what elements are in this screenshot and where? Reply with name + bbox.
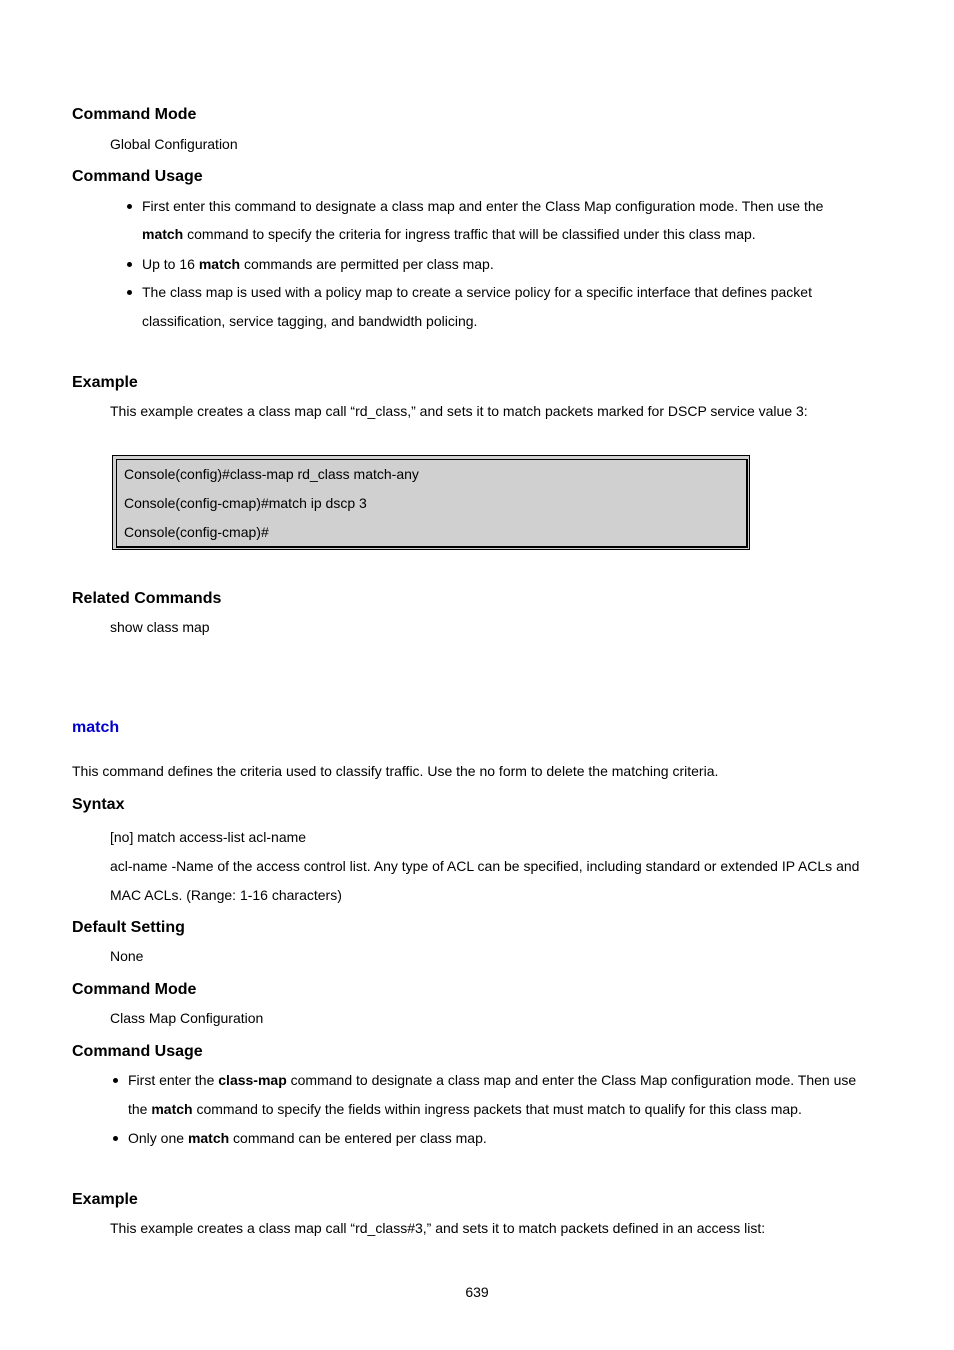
page-number: 639: [465, 1284, 489, 1300]
example-heading-2: Example: [72, 1191, 138, 1208]
command-mode-heading: Command Mode: [72, 106, 197, 123]
command-mode-heading-2: Command Mode: [72, 981, 197, 998]
syntax-line-3: MAC ACLs. (Range: 1-16 characters): [110, 887, 342, 903]
example-text-2: This example creates a class map call “rd_class#3,” and sets it to match packets defined in an access list:: [110, 1220, 766, 1236]
syntax-heading: Syntax: [72, 796, 125, 813]
related-commands-text: show class map: [110, 619, 210, 635]
command-usage-heading-2: Command Usage: [72, 1043, 203, 1060]
code-line-2: Console(config-cmap)#match ip dscp 3: [124, 495, 367, 511]
match-section-title[interactable]: match: [72, 719, 120, 736]
default-setting-heading: Default Setting: [72, 919, 185, 936]
bullet-icon: [127, 290, 132, 295]
usage-bullet-1-line1: First enter this command to designate a class map and enter the Class Map configuration mode. Then use the: [142, 198, 824, 214]
match-description: This command defines the criteria used to classify traffic. Use the no form to delete the matching criteria.: [72, 763, 719, 779]
usage-bullet-1-line2: match command to specify the criteria for ingress traffic that will be classified under this class map.: [142, 226, 756, 242]
example-heading: Example: [72, 374, 138, 391]
bullet-icon: [127, 204, 132, 209]
usage-bullet-3-line1: The class map is used with a policy map to create a service policy for a specific interface that defines packet: [142, 284, 812, 300]
command-mode-text-2: Class Map Configuration: [110, 1010, 264, 1026]
bullet-icon: [127, 262, 132, 267]
usage2-bullet-1-line1: First enter the class-map command to designate a class map and enter the Class Map configuration mode. Then use: [128, 1072, 857, 1088]
usage2-bullet-1-line2: the match command to specify the fields within ingress packets that must match to qualify for this class map.: [128, 1101, 802, 1117]
example-text: This example creates a class map call “rd_class,” and sets it to match packets marked for DSCP service value 3:: [110, 403, 808, 419]
code-line-1: Console(config)#class-map rd_class match-any: [124, 466, 419, 482]
syntax-line-2: acl-name -Name of the access control list. Any type of ACL can be specified, including standard or extended IP ACLs and: [110, 858, 860, 874]
usage-bullet-2: Up to 16 match commands are permitted per class map.: [142, 256, 494, 272]
bullet-icon: [113, 1136, 118, 1141]
usage-bullet-3-line2: classification, service tagging, and bandwidth policing.: [142, 313, 478, 329]
command-usage-heading: Command Usage: [72, 168, 203, 185]
syntax-line-1: [no] match access-list acl-name: [110, 829, 307, 845]
related-commands-heading: Related Commands: [72, 590, 222, 607]
default-setting-text: None: [110, 948, 144, 964]
bullet-icon: [113, 1078, 118, 1083]
code-line-3: Console(config-cmap)#: [124, 524, 269, 540]
usage2-bullet-2: Only one match command can be entered per class map.: [128, 1130, 487, 1146]
command-mode-text: Global Configuration: [110, 136, 238, 152]
